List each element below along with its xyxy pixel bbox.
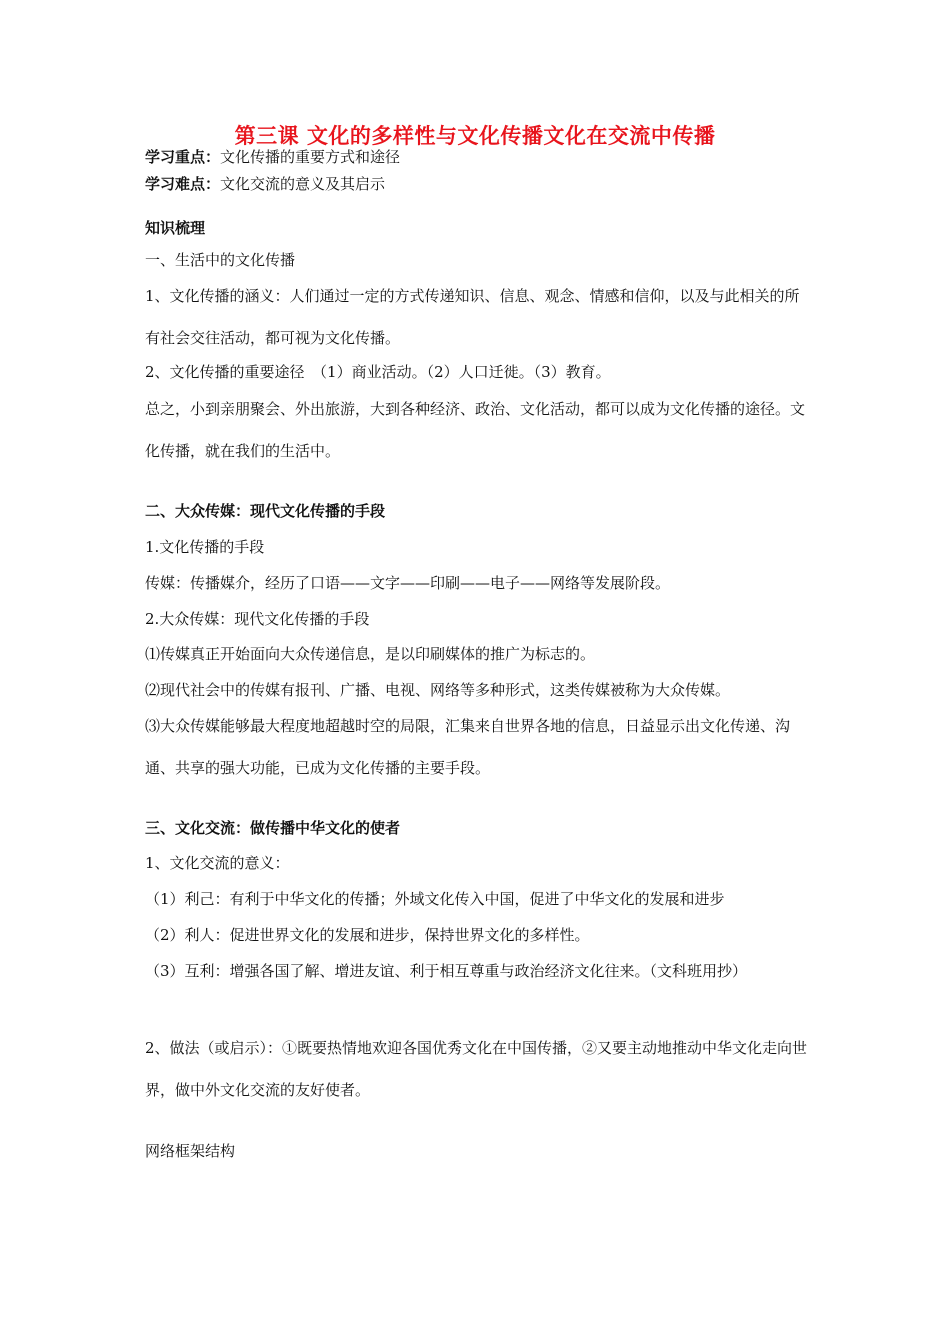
part2-line-3: 2.大众传媒：现代文化传播的手段	[145, 610, 370, 628]
part3-line-4: （3）互利：增强各国了解、增进友谊、利于相互尊重与政治经济文化往来。（文科班用抄）	[145, 962, 748, 980]
difficult-point-text: 文化交流的意义及其启示	[220, 175, 386, 193]
difficult-point-label: 学习难点：	[145, 175, 221, 193]
part1-paragraph-2: 2、文化传播的重要途径 （1）商业活动。（2）人口迁徙。（3）教育。	[145, 363, 611, 381]
footer-text: 网络框架结构	[145, 1142, 236, 1160]
key-point	[145, 147, 400, 167]
section-heading: 知识梳理	[145, 219, 206, 237]
part2-line-5: ⑵现代社会中的传媒有报刊、广播、电视、网络等多种形式，这类传媒被称为大众传媒。	[145, 681, 731, 699]
difficult-point	[145, 174, 385, 194]
part1-paragraph-3: 总之，小到亲朋聚会、外出旅游，大到各种经济、政治、文化活动，都可以成为文化传播的途径。文化传播，就在我们的生活中。	[145, 400, 806, 460]
part3-heading: 三、文化交流：做传播中华文化的使者	[145, 819, 401, 837]
part3-line-5: 2、做法（或启示）：①既要热情地欢迎各国优秀文化在中国传播，②又要主动地推动中华文化走向世界，做中外文化交流的友好使者。	[145, 1039, 808, 1099]
part2-line-6: ⑶大众传媒能够最大程度地超越时空的局限，汇集来自世界各地的信息，日益显示出文化传递、沟通、共享的强大功能，已成为文化传播的主要手段。	[145, 717, 791, 777]
part1-heading: 一、生活中的文化传播	[145, 251, 296, 269]
key-point-text: 文化传播的重要方式和途径	[220, 148, 401, 166]
part2-line-4: ⑴传媒真正开始面向大众传递信息，是以印刷媒体的推广为标志的。	[145, 645, 596, 663]
part2-line-1: 1.文化传播的手段	[145, 538, 265, 556]
part2-line-2: 传媒：传播媒介，经历了口语——文字——印刷——电子——网络等发展阶段。	[145, 574, 671, 592]
part1-paragraph-1: 1、文化传播的涵义：人们通过一定的方式传递知识、信息、观念、情感和信仰，以及与此相关的所有社会交往活动，都可视为文化传播。	[145, 287, 800, 347]
part3-line-3: （2）利人：促进世界文化的发展和进步，保持世界文化的多样性。	[145, 926, 590, 944]
part2-heading: 二、大众传媒：现代文化传播的手段	[145, 502, 386, 520]
part3-line-1: 1、文化交流的意义：	[145, 854, 290, 872]
page-title: 第三课 文化的多样性与文化传播文化在交流中传播	[234, 124, 716, 148]
part3-line-2: （1）利己：有利于中华文化的传播；外域文化传入中国，促进了中华文化的发展和进步	[145, 890, 725, 908]
key-point-label: 学习重点：	[145, 148, 221, 166]
